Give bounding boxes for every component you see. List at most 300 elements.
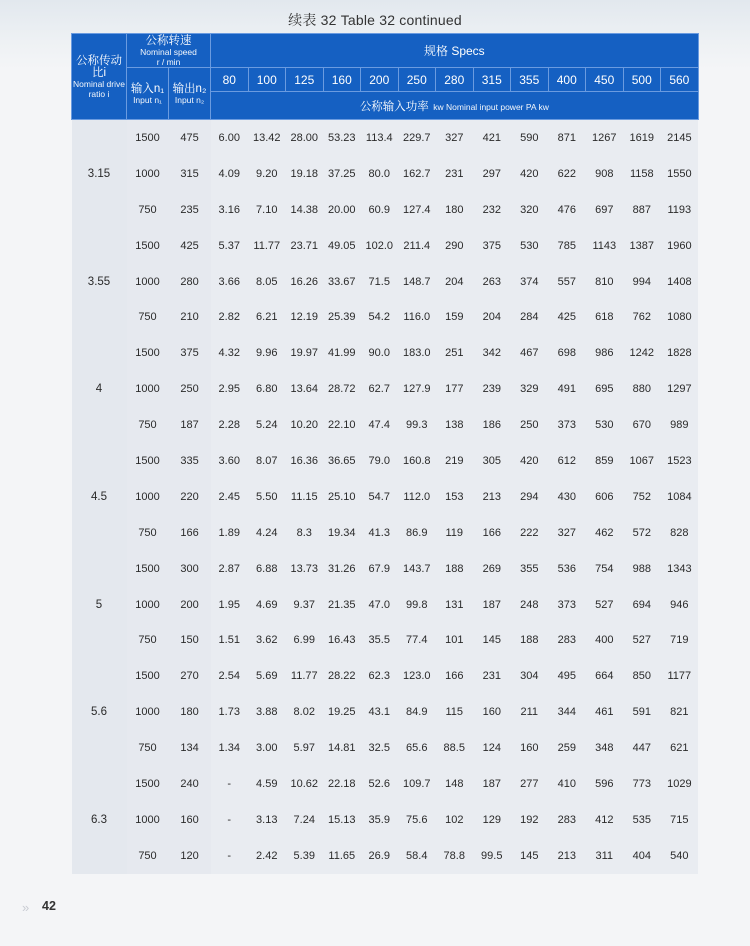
power-value-cell: 2.95 [211,371,249,407]
power-value-cell: 54.2 [361,299,399,335]
power-value-cell: 4.09 [211,156,249,192]
output-speed-cell: 166 [169,515,211,551]
table-row [72,299,699,335]
table-row [72,730,699,766]
size-header-cell: 80 [211,68,249,92]
power-value-cell: 810 [586,264,624,300]
power-value-cell: 239 [473,371,511,407]
power-value-cell: 12.19 [286,299,324,335]
size-header-cell: 100 [248,68,286,92]
power-value-cell: 90.0 [361,335,399,371]
power-value-cell: 127.4 [398,192,436,228]
table-row [72,587,699,623]
power-value-cell: 19.25 [323,694,361,730]
power-value-cell: 138 [436,407,474,443]
output-speed-cell: 280 [169,264,211,300]
power-value-cell: 102 [436,802,474,838]
size-header-cell: 200 [361,68,399,92]
power-value-cell: 305 [473,443,511,479]
input-speed-cell: 750 [127,515,169,551]
ratio-cell: 3.55 [72,228,127,336]
power-value-cell: 527 [623,622,661,658]
ratio-cell: 4.5 [72,443,127,551]
power-value-cell: 160 [473,694,511,730]
table-row [72,443,699,479]
power-value-cell: 3.88 [248,694,286,730]
power-value-cell: 6.80 [248,371,286,407]
power-value-cell: 1408 [661,264,699,300]
power-value-cell: 25.10 [323,479,361,515]
power-value-cell: 1.73 [211,694,249,730]
power-value-cell: 37.25 [323,156,361,192]
power-value-cell: 821 [661,694,699,730]
input-speed-cell: 1000 [127,479,169,515]
power-value-cell: 145 [473,622,511,658]
power-value-cell: 19.34 [323,515,361,551]
power-value-cell: 8.02 [286,694,324,730]
input-speed-cell: 1500 [127,228,169,264]
speed-header-unit: r / min [156,56,181,67]
ratio-header-en: Nominal drive ratio i [73,78,125,99]
power-value-cell: 283 [548,622,586,658]
output-speed-cell: 220 [169,479,211,515]
input-speed-cell: 750 [127,838,169,874]
power-value-cell: 127.9 [398,371,436,407]
size-header-cell: 500 [623,68,661,92]
power-value-cell: 119 [436,515,474,551]
power-value-cell: 188 [436,551,474,587]
power-value-cell: 412 [586,802,624,838]
table-row [72,479,699,515]
power-header-en: kw Nominal input power PA kw [433,101,549,112]
power-value-cell: 404 [623,838,661,874]
ratio-cell: 4 [72,335,127,443]
power-value-cell: 35.5 [361,622,399,658]
power-header-cn: 公称输入功率 [359,100,429,113]
power-value-cell: 1193 [661,192,699,228]
power-value-cell: 10.20 [286,407,324,443]
power-value-cell: 88.5 [436,730,474,766]
spec-table-container [71,33,698,874]
output-speed-cell: 315 [169,156,211,192]
power-value-cell: 527 [586,587,624,623]
input-speed-cell: 750 [127,622,169,658]
table-row [72,407,699,443]
power-value-cell: 166 [436,658,474,694]
power-value-cell: 7.10 [248,192,286,228]
output-speed-cell: 270 [169,658,211,694]
power-value-cell: 670 [623,407,661,443]
power-value-cell: 65.6 [398,730,436,766]
output-speed-cell: 300 [169,551,211,587]
size-header-cell: 280 [436,68,474,92]
power-value-cell: 6.00 [211,120,249,156]
power-rating-table [71,33,699,874]
power-value-cell: - [211,838,249,874]
power-value-cell: 694 [623,587,661,623]
power-value-cell: 2.45 [211,479,249,515]
power-value-cell: 621 [661,730,699,766]
power-value-cell: 3.62 [248,622,286,658]
power-value-cell: 327 [548,515,586,551]
power-value-cell: 19.18 [286,156,324,192]
power-value-cell: 1.51 [211,622,249,658]
power-value-cell: 52.6 [361,766,399,802]
power-value-cell: 204 [436,264,474,300]
power-value-cell: 11.15 [286,479,324,515]
power-value-cell: 320 [511,192,549,228]
power-value-cell: 5.69 [248,658,286,694]
power-value-cell: 129 [473,802,511,838]
power-value-cell: 99.8 [398,587,436,623]
output-speed-cell: 475 [169,120,211,156]
power-value-cell: 47.4 [361,407,399,443]
power-value-cell: 1828 [661,335,699,371]
table-row [72,551,699,587]
power-value-cell: 2.87 [211,551,249,587]
power-value-cell: 148.7 [398,264,436,300]
power-value-cell: 21.35 [323,587,361,623]
power-value-cell: 294 [511,479,549,515]
power-value-cell: 80.0 [361,156,399,192]
power-value-cell: 420 [511,443,549,479]
power-value-cell: 1067 [623,443,661,479]
ratio-header-cn: 公称传动比i [76,54,122,79]
power-value-cell: 113.4 [361,120,399,156]
power-value-cell: 3.00 [248,730,286,766]
power-value-cell: 60.9 [361,192,399,228]
power-value-cell: 11.77 [286,658,324,694]
power-value-cell: 213 [473,479,511,515]
power-value-cell: 3.66 [211,264,249,300]
power-value-cell: 859 [586,443,624,479]
power-value-cell: 162.7 [398,156,436,192]
power-value-cell: 84.9 [398,694,436,730]
power-value-cell: 204 [473,299,511,335]
power-value-cell: 112.0 [398,479,436,515]
table-row [72,228,699,264]
power-value-cell: 373 [548,407,586,443]
power-value-cell: 994 [623,264,661,300]
power-value-cell: 5.24 [248,407,286,443]
power-value-cell: 8.05 [248,264,286,300]
specs-header: 规格 Specs [211,34,699,68]
table-row [72,766,699,802]
ratio-cell: 6.3 [72,766,127,874]
power-value-cell: 33.67 [323,264,361,300]
input-speed-cell: 750 [127,192,169,228]
power-value-cell: 222 [511,515,549,551]
power-value-cell: 35.9 [361,802,399,838]
output-speed-cell: 250 [169,371,211,407]
power-value-cell: 715 [661,802,699,838]
power-value-cell: 355 [511,551,549,587]
input-header-cn: 输入n₁ [130,82,165,95]
power-value-cell: 887 [623,192,661,228]
power-value-cell: 342 [473,335,511,371]
power-value-cell: 211.4 [398,228,436,264]
power-value-cell: 101 [436,622,474,658]
power-header [211,92,699,120]
power-value-cell: 467 [511,335,549,371]
power-value-cell: 284 [511,299,549,335]
power-value-cell: 62.3 [361,658,399,694]
power-value-cell: 148 [436,766,474,802]
power-value-cell: 606 [586,479,624,515]
power-value-cell: 618 [586,299,624,335]
power-value-cell: 1029 [661,766,699,802]
power-value-cell: 123.0 [398,658,436,694]
table-row [72,264,699,300]
power-value-cell: 183.0 [398,335,436,371]
size-header-cell: 560 [661,68,699,92]
size-header-cell: 450 [586,68,624,92]
power-value-cell: 420 [511,156,549,192]
ratio-cell: 5.6 [72,658,127,766]
input-speed-cell: 1500 [127,658,169,694]
power-value-cell: 43.1 [361,694,399,730]
power-value-cell: 3.13 [248,802,286,838]
power-value-cell: 1387 [623,228,661,264]
power-value-cell: 153 [436,479,474,515]
power-value-cell: 719 [661,622,699,658]
power-value-cell: 476 [548,192,586,228]
power-value-cell: 1.95 [211,587,249,623]
power-value-cell: 28.72 [323,371,361,407]
power-value-cell: 7.24 [286,802,324,838]
power-value-cell: 596 [586,766,624,802]
power-value-cell: 1084 [661,479,699,515]
power-value-cell: 373 [548,587,586,623]
power-value-cell: 232 [473,192,511,228]
table-row [72,335,699,371]
size-header-cell: 250 [398,68,436,92]
power-value-cell: 219 [436,443,474,479]
power-value-cell: 5.37 [211,228,249,264]
power-value-cell: 13.64 [286,371,324,407]
power-value-cell: 41.99 [323,335,361,371]
power-value-cell: 2.42 [248,838,286,874]
power-value-cell: 16.26 [286,264,324,300]
size-header-cell: 125 [286,68,324,92]
power-value-cell: 535 [623,802,661,838]
power-value-cell: 277 [511,766,549,802]
power-value-cell: 1960 [661,228,699,264]
table-row [72,838,699,874]
power-value-cell: 54.7 [361,479,399,515]
power-value-cell: 850 [623,658,661,694]
output-speed-cell: 180 [169,694,211,730]
size-header-cell: 160 [323,68,361,92]
power-value-cell: 329 [511,371,549,407]
power-value-cell: 461 [586,694,624,730]
power-value-cell: 430 [548,479,586,515]
power-value-cell: 187 [473,587,511,623]
power-value-cell: 5.39 [286,838,324,874]
power-value-cell: 180 [436,192,474,228]
power-value-cell: 62.7 [361,371,399,407]
power-value-cell: 49.05 [323,228,361,264]
power-value-cell: 11.77 [248,228,286,264]
input-speed-cell: 1000 [127,371,169,407]
power-value-cell: 31.26 [323,551,361,587]
power-value-cell: 145 [511,838,549,874]
output-speed-cell: 235 [169,192,211,228]
power-value-cell: 1619 [623,120,661,156]
table-row [72,371,699,407]
power-value-cell: 248 [511,587,549,623]
chevron-right-icon: » [22,900,27,915]
input-speed-header [127,68,169,120]
size-header-cell: 355 [511,68,549,92]
power-value-cell: 344 [548,694,586,730]
power-value-cell: 1143 [586,228,624,264]
table-row [72,120,699,156]
input-speed-cell: 1500 [127,551,169,587]
power-value-cell: 462 [586,515,624,551]
power-value-cell: 695 [586,371,624,407]
power-value-cell: 4.24 [248,515,286,551]
output-speed-cell: 120 [169,838,211,874]
power-value-cell: 166 [473,515,511,551]
input-speed-cell: 1000 [127,264,169,300]
power-value-cell: 5.50 [248,479,286,515]
power-value-cell: 47.0 [361,587,399,623]
table-row [72,802,699,838]
power-value-cell: 421 [473,120,511,156]
power-value-cell: 773 [623,766,661,802]
power-value-cell: 8.3 [286,515,324,551]
power-value-cell: 1523 [661,443,699,479]
power-value-cell: 23.71 [286,228,324,264]
power-value-cell: 986 [586,335,624,371]
input-speed-cell: 1000 [127,156,169,192]
page-number: 42 [42,899,56,913]
power-value-cell: 26.9 [361,838,399,874]
power-value-cell: 143.7 [398,551,436,587]
power-value-cell: 28.00 [286,120,324,156]
power-value-cell: 1.34 [211,730,249,766]
power-value-cell: - [211,802,249,838]
power-value-cell: 192 [511,802,549,838]
power-value-cell: 187 [473,766,511,802]
input-speed-cell: 750 [127,299,169,335]
power-value-cell: 2145 [661,120,699,156]
power-value-cell: 160 [511,730,549,766]
power-value-cell: 259 [548,730,586,766]
power-value-cell: 297 [473,156,511,192]
power-value-cell: 16.43 [323,622,361,658]
output-speed-header [169,68,211,120]
input-speed-cell: 1500 [127,443,169,479]
power-value-cell: 557 [548,264,586,300]
power-value-cell: 2.28 [211,407,249,443]
power-value-cell: 410 [548,766,586,802]
power-value-cell: 109.7 [398,766,436,802]
input-header-en: Input n₁ [133,94,162,105]
power-value-cell: 622 [548,156,586,192]
power-value-cell: 58.4 [398,838,436,874]
power-value-cell: 102.0 [361,228,399,264]
power-value-cell: 664 [586,658,624,694]
power-value-cell: 1297 [661,371,699,407]
power-value-cell: 160.8 [398,443,436,479]
power-value-cell: 989 [661,407,699,443]
power-value-cell: 250 [511,407,549,443]
power-value-cell: 946 [661,587,699,623]
power-value-cell: 2.54 [211,658,249,694]
power-value-cell: 188 [511,622,549,658]
power-value-cell: 22.18 [323,766,361,802]
power-value-cell: 4.59 [248,766,286,802]
power-value-cell: 16.36 [286,443,324,479]
speed-header [127,34,211,68]
power-value-cell: 124 [473,730,511,766]
power-value-cell: 77.4 [398,622,436,658]
power-value-cell: 871 [548,120,586,156]
power-value-cell: 25.39 [323,299,361,335]
power-value-cell: 5.97 [286,730,324,766]
power-value-cell: 10.62 [286,766,324,802]
power-value-cell: 263 [473,264,511,300]
power-value-cell: 304 [511,658,549,694]
power-value-cell: 530 [586,407,624,443]
power-value-cell: 572 [623,515,661,551]
power-value-cell: 231 [473,658,511,694]
power-value-cell: 1080 [661,299,699,335]
power-value-cell: 8.07 [248,443,286,479]
size-header-cell: 400 [548,68,586,92]
power-value-cell: 785 [548,228,586,264]
power-value-cell: 348 [586,730,624,766]
power-value-cell: 269 [473,551,511,587]
power-value-cell: 131 [436,587,474,623]
input-speed-cell: 1500 [127,335,169,371]
power-value-cell: 908 [586,156,624,192]
power-value-cell: 698 [548,335,586,371]
power-value-cell: 536 [548,551,586,587]
output-header-en: Input n₂ [174,94,205,105]
power-value-cell: 311 [586,838,624,874]
power-value-cell: 9.20 [248,156,286,192]
power-value-cell: 177 [436,371,474,407]
power-value-cell: 1158 [623,156,661,192]
power-value-cell: 99.3 [398,407,436,443]
power-value-cell: 86.9 [398,515,436,551]
input-speed-cell: 1000 [127,587,169,623]
power-value-cell: 2.82 [211,299,249,335]
power-value-cell: 1343 [661,551,699,587]
power-value-cell: 67.9 [361,551,399,587]
power-value-cell: 4.69 [248,587,286,623]
power-value-cell: 762 [623,299,661,335]
power-value-cell: 530 [511,228,549,264]
power-value-cell: 159 [436,299,474,335]
output-speed-cell: 187 [169,407,211,443]
power-value-cell: 400 [586,622,624,658]
power-value-cell: 9.96 [248,335,286,371]
power-value-cell: 22.10 [323,407,361,443]
table-row [72,622,699,658]
speed-header-en: Nominal speed [140,46,197,57]
power-value-cell: 6.88 [248,551,286,587]
power-value-cell: 41.3 [361,515,399,551]
power-value-cell: 78.8 [436,838,474,874]
input-speed-cell: 750 [127,730,169,766]
power-value-cell: 6.99 [286,622,324,658]
power-value-cell: 880 [623,371,661,407]
power-value-cell: 229.7 [398,120,436,156]
